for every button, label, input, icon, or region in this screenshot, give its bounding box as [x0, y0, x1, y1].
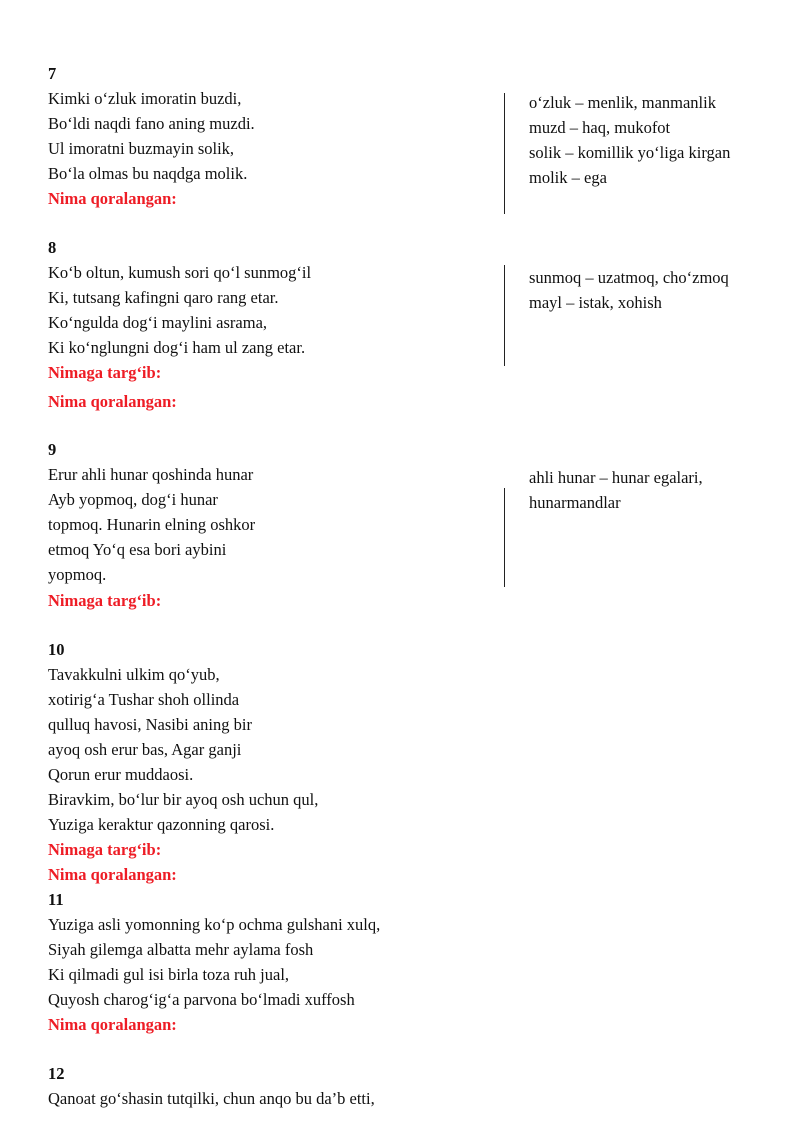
prompt-label: Nimaga targ‘ib: — [48, 840, 162, 859]
glossary-entry: solik – komillik yo‘liga kirgan — [529, 143, 731, 162]
verse-line: Ki, tutsang kafingni qaro rang etar. — [48, 288, 279, 307]
prompt-label: Nima qoralangan: — [48, 392, 177, 411]
verse-line: Yuziga keraktur qazonning qarosi. — [48, 815, 275, 834]
glossary-entry: mayl – istak, xohish — [529, 293, 662, 312]
verse-line: xotirig‘a Tushar shoh ollinda — [48, 690, 240, 709]
glossary-entry: sunmoq – uzatmoq, cho‘zmoq — [529, 268, 729, 287]
verse-line: Ki qilmadi gul isi birla toza ruh jual, — [48, 965, 290, 984]
verse-line: qulluq havosi, Nasibi aning bir — [48, 715, 252, 734]
glossary-divider — [504, 265, 505, 366]
section-number: 9 — [48, 440, 57, 459]
glossary-entry: muzd – haq, mukofot — [529, 118, 671, 137]
prompt-label: Nima qoralangan: — [48, 189, 177, 208]
verse-line: Bo‘la olmas bu naqdga molik. — [48, 164, 248, 183]
verse-line: Biravkim, bo‘lur bir ayoq osh uchun qul, — [48, 790, 319, 809]
glossary-divider — [504, 488, 505, 587]
verse-line: Bo‘ldi naqdi fano aning muzdi. — [48, 114, 255, 133]
verse-line: Ayb yopmoq, dog‘i hunar — [48, 490, 218, 509]
verse-line: Kimki o‘zluk imoratin buzdi, — [48, 89, 242, 108]
prompt-label: Nima qoralangan: — [48, 1015, 177, 1034]
verse-line: Ul imoratni buzmayin solik, — [48, 139, 235, 158]
section-number: 7 — [48, 64, 57, 83]
glossary-entry: ahli hunar – hunar egalari, — [529, 468, 703, 487]
prompt-label: Nima qoralangan: — [48, 865, 177, 884]
verse-line: Quyosh charog‘ig‘a parvona bo‘lmadi xuffosh — [48, 990, 355, 1009]
verse-line: Qorun erur muddaosi. — [48, 765, 194, 784]
glossary-entry: hunarmandlar — [529, 493, 621, 512]
verse-line: Siyah gilemga albatta mehr aylama fosh — [48, 940, 314, 959]
verse-line: yopmoq. — [48, 565, 107, 584]
glossary-divider — [504, 93, 505, 214]
verse-line: Qanoat go‘shasin tutqilki, chun anqo bu da’b etti, — [48, 1089, 375, 1108]
verse-line: topmoq. Hunarin elning oshkor — [48, 515, 256, 534]
verse-line: Erur ahli hunar qoshinda hunar — [48, 465, 254, 484]
verse-line: Ko‘b oltun, kumush sori qo‘l sunmog‘il — [48, 263, 312, 282]
section-number: 8 — [48, 238, 57, 257]
glossary-entry: molik – ega — [529, 168, 607, 187]
prompt-label: Nimaga targ‘ib: — [48, 363, 162, 382]
glossary-entry: o‘zluk – menlik, manmanlik — [529, 93, 716, 112]
verse-line: Yuziga asli yomonning ko‘p ochma gulshani xulq, — [48, 915, 381, 934]
section-number: 12 — [48, 1064, 65, 1083]
verse-line: etmoq Yo‘q esa bori aybini — [48, 540, 227, 559]
verse-line: Tavakkulni ulkim qo‘yub, — [48, 665, 220, 684]
verse-line: Ko‘ngulda dog‘i maylini asrama, — [48, 313, 268, 332]
section-number: 11 — [48, 890, 64, 909]
prompt-label: Nimaga targ‘ib: — [48, 591, 162, 610]
verse-line: ayoq osh erur bas, Agar ganji — [48, 740, 242, 759]
verse-line: Ki ko‘nglungni dog‘i ham ul zang etar. — [48, 338, 306, 357]
section-number: 10 — [48, 640, 65, 659]
